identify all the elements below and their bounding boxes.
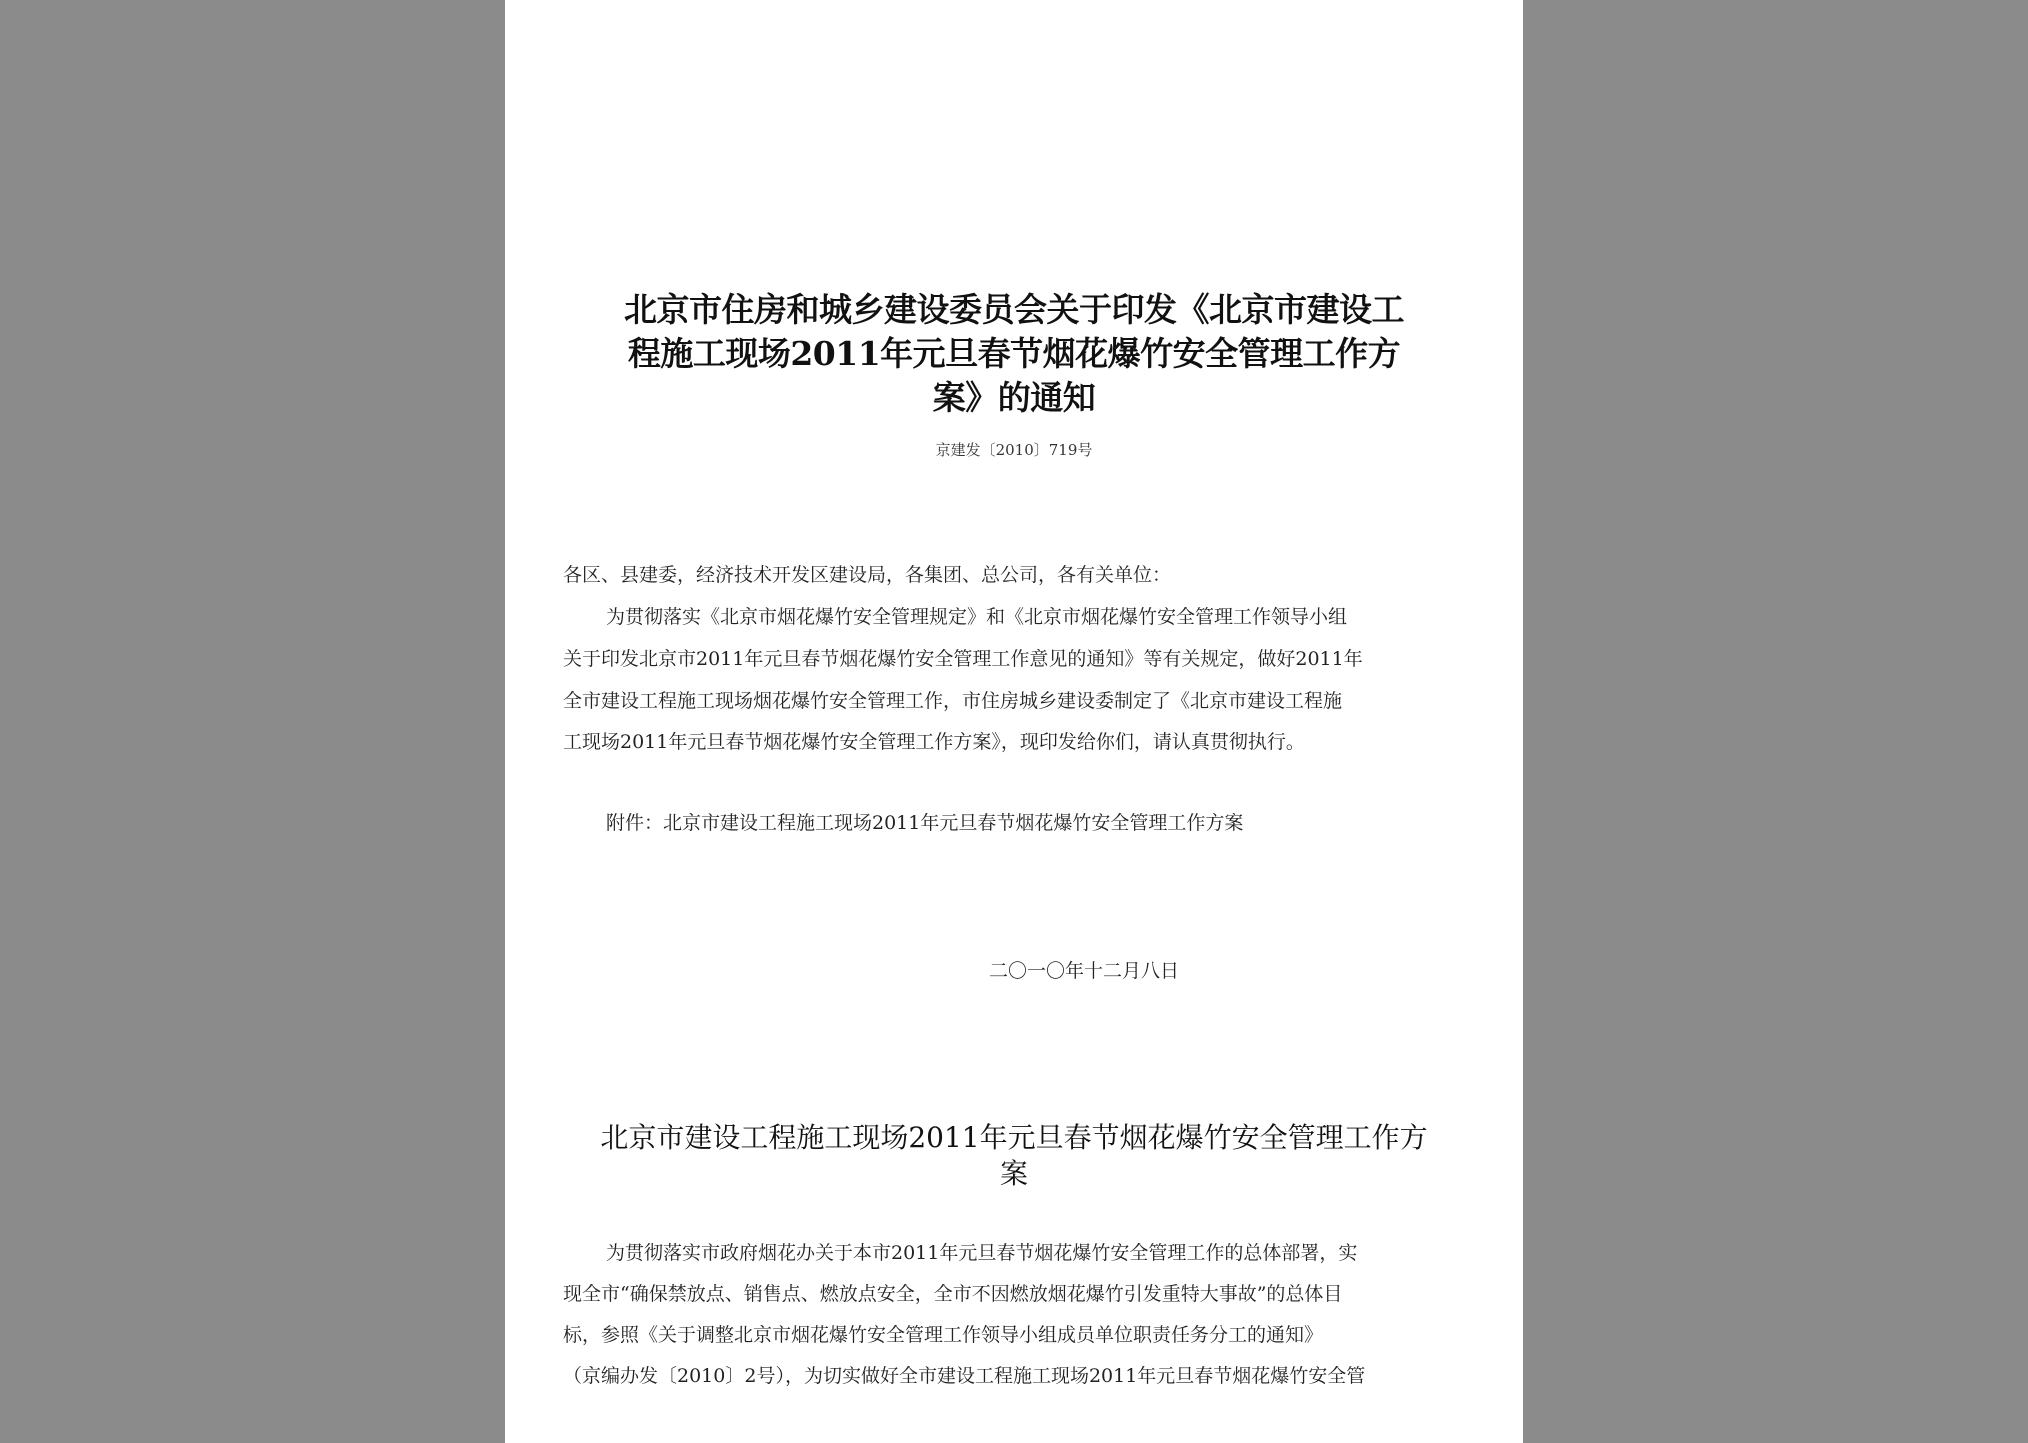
attachment-line: 附件：北京市建设工程施工现场2011年元旦春节烟花爆竹安全管理工作方案: [606, 812, 1244, 834]
plan-title-line-2: 案: [999, 1157, 1028, 1190]
notice-title: [565, 288, 1463, 420]
notice-body-line-1: 为贯彻落实《北京市烟花爆竹安全管理规定》和《北京市烟花爆竹安全管理工作领导小组: [606, 606, 1348, 628]
notice-title-line-2: 程施工现场2011年元旦春节烟花爆竹安全管理工作方: [627, 334, 1401, 373]
addressee-line: 各区、县建委，经济技术开发区建设局，各集团、总公司，各有关单位：: [563, 564, 1172, 586]
notice-body-line-3: 全市建设工程施工现场烟花爆竹安全管理工作，市住房城乡建设委制定了《北京市建设工程施: [563, 690, 1343, 712]
document-page: [505, 0, 1523, 1443]
notice-body-line-4: 工现场2011年元旦春节烟花爆竹安全管理工作方案》，现印发给你们，请认真贯彻执行。: [563, 731, 1305, 753]
notice-body-line-2: 关于印发北京市2011年元旦春节烟花爆竹安全管理工作意见的通知》等有关规定，做好2011年: [563, 648, 1363, 670]
notice-title-line-1: 北京市住房和城乡建设委员会关于印发《北京市建设工: [624, 290, 1404, 329]
document-number: 京建发〔2010〕719号: [935, 441, 1093, 459]
plan-body-line-4: （京编办发〔2010〕2号），为切实做好全市建设工程施工现场2011年元旦春节烟花爆竹安全管: [563, 1365, 1366, 1387]
plan-body-line-2: 现全市“确保禁放点、销售点、燃放点安全，全市不因燃放烟花爆竹引发重特大事故”的总体目: [563, 1283, 1343, 1305]
plan-title-line-1: 北京市建设工程施工现场2011年元旦春节烟花爆竹安全管理工作方: [600, 1121, 1428, 1154]
plan-body-line-1: 为贯彻落实市政府烟花办关于本市2011年元旦春节烟花爆竹安全管理工作的总体部署，实: [606, 1242, 1358, 1264]
notice-title-line-3: 案》的通知: [932, 378, 1096, 417]
plan-body-line-3: 标，参照《关于调整北京市烟花爆竹安全管理工作领导小组成员单位职责任务分工的通知》: [563, 1324, 1324, 1346]
issue-date: 二〇一〇年十二月八日: [988, 960, 1179, 982]
plan-title: [565, 1120, 1463, 1192]
